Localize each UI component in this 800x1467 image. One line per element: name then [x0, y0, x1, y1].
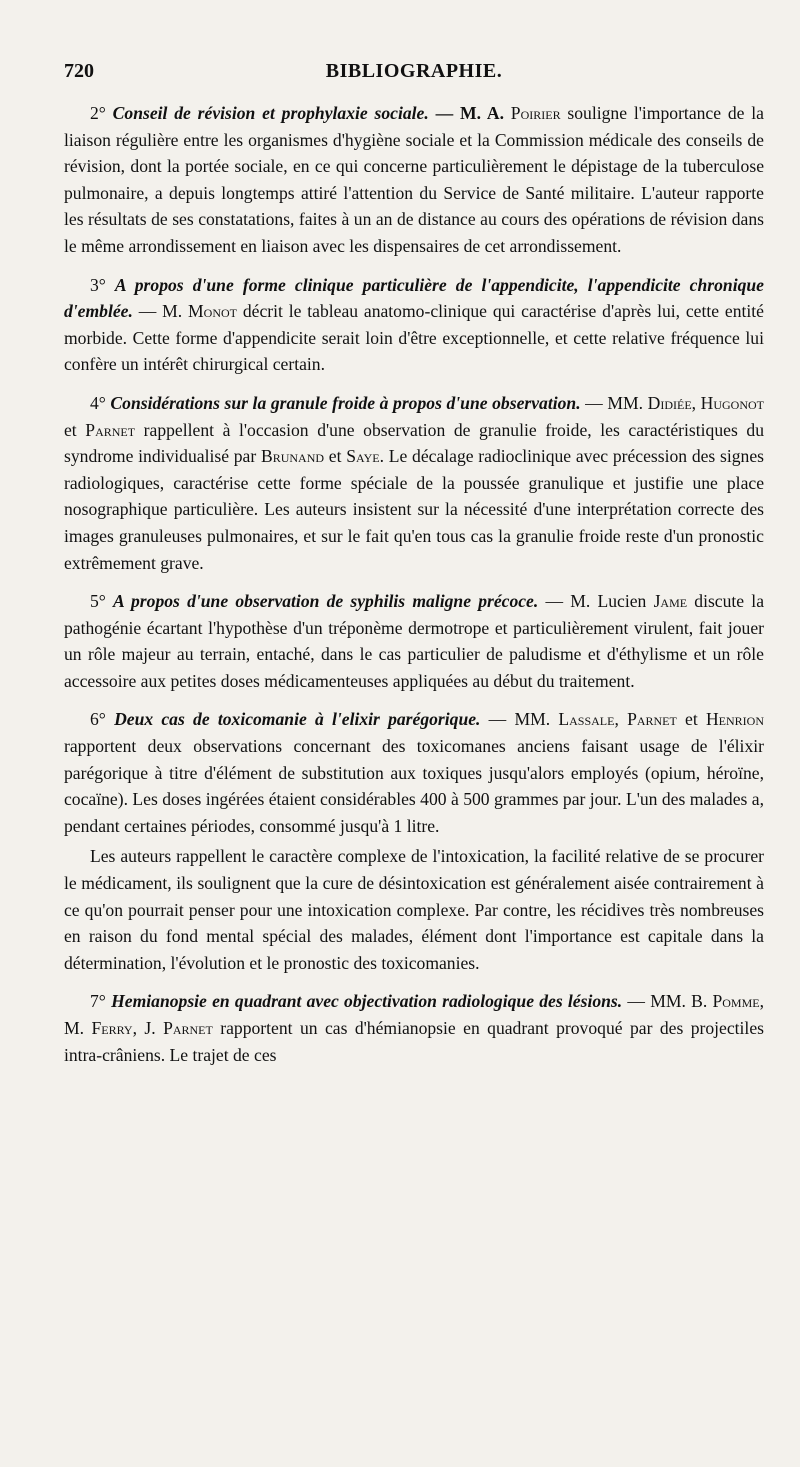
entry-number: 4°: [90, 392, 106, 413]
entry-dash: — MM. B.: [622, 991, 713, 1012]
entry-body: décrit le tableau anatomo-clinique qui caractérise d'après lui, cette entité morbide. Cette forme d'appendicite serait loin d'être exceptionnelle, et cette relative fréquence lui confère un intérêt chirurgical certain.: [64, 301, 764, 375]
entry-body-part: ,: [691, 392, 701, 413]
entry-dash: — MM.: [480, 709, 559, 730]
entry-author: Parnet: [85, 419, 136, 440]
entry-dash: — M. A.: [428, 103, 511, 123]
entry-title: Hemianopsie en quadrant avec objectivation radiologique des lésions.: [111, 991, 623, 1012]
entry-author: Hugonot: [700, 392, 765, 413]
entry-7: [64, 988, 764, 1068]
entry-body-part: et: [324, 446, 347, 467]
entry-author: Pomme: [712, 991, 760, 1012]
entry-title: Conseil de révision et prophylaxie sociale.: [112, 103, 429, 123]
entry-author: Saye: [346, 446, 380, 467]
entry-number: 6°: [90, 709, 106, 730]
entry-2: [64, 100, 764, 260]
entry-author: Jame: [653, 591, 688, 612]
entry-author: Lassale: [558, 709, 615, 730]
entry-number: 3°: [90, 274, 106, 295]
entry-title: A propos d'une observation de syphilis maligne précoce.: [113, 591, 539, 612]
entry-author: Parnet: [627, 709, 677, 730]
entry-3: [64, 272, 764, 378]
entry-author: Didiée: [647, 392, 692, 413]
entry-title: A propos d'une forme clinique particulière de l'appendicite, l'appendicite chronique d'emblée.: [64, 274, 764, 322]
entry-number: 2°: [90, 103, 106, 123]
entry-body-part: ,: [614, 709, 628, 730]
running-head: [64, 60, 764, 94]
entry-5: [64, 588, 764, 694]
entry-body-part: et: [676, 709, 706, 730]
entry-body: discute la pathogénie écartant l'hypothèse d'un tréponème dermotrope et particulièrement virulent, fait jouer un rôle majeur au terrain, entaché, dans le cas particulier de paludisme et d'éthylisme et un rôle accessoire aux petites doses médicamenteuses appliquées au début du traitement.: [64, 591, 765, 691]
page-number: 720: [64, 60, 94, 82]
entry-body-part: et: [64, 419, 86, 440]
entry-body-part: rapportent un cas d'hémianopsie en quadrant provoqué par des projectiles intra-crâniens. Le trajet de ces: [64, 1018, 764, 1065]
entry-title: Considérations sur la granule froide à propos d'une observation.: [110, 392, 581, 413]
entry-author: Parnet: [163, 1018, 213, 1038]
entry-number: 7°: [90, 991, 106, 1012]
entry-dash: — M.: [132, 301, 189, 322]
entry-body-part: , J.: [132, 1018, 164, 1038]
entry-author: Brunand: [260, 446, 325, 467]
entry-body-part: rapportent deux observations concernant des toxicomanes anciens faisant usage de l'élixir parégorique à titre d'élément de substitution aux toxiques jusqu'alors employés (opium, héroïne, cocaïne). Les doses ingérées étaient considérables 400 à 500 grammes par jour. L'un des malades a, pendant certaines périodes, consommé jusqu'à 1 litre.: [64, 736, 764, 836]
entry-dash: — MM.: [580, 392, 648, 413]
entry-author: Monot: [188, 301, 238, 322]
entry-dash: — M. Lucien: [538, 591, 654, 612]
entry-body-part: rappellent à l'occasion d'une observation de granulie froide, les caractéristiques du syndrome individualisé par: [64, 419, 764, 467]
entry-body-part: . Le décalage radioclinique avec précession des signes radiologiques, caractérise cette forme spéciale de la poussée granulique et justifie une place nosographique particulière. Les auteurs insistent sur la nécessité d'une interprétation correcte des images granuleuses pulmonaires, et sur le fait qu'en tous cas la granulie froide reste d'un pronostic extrêmement grave.: [64, 446, 765, 573]
entry-6-continuation: Les auteurs rappellent le caractère complexe de l'intoxication, la facilité relative de se procurer le médicament, ils soulignent que la cure de désintoxication est généralement aisée contrairement à ce qu'on pourrait penser pour une intoxication complexe. Par contre, les récidives très nombreuses en raison du fond mental spécial des malades, élément dont l'importance est capitale dans la détermination, l'évolution et le pronostic des toxicomanies.: [64, 846, 764, 973]
entry-4: [64, 390, 764, 576]
entry-title: Deux cas de toxicomanie à l'elixir parégorique.: [114, 709, 481, 730]
entry-body: souligne l'importance de la liaison régulière entre les organismes d'hygiène sociale et la Commission médicale des conseils de révision, dont la portée sociale, en ce qui concerne particulièrement le dépistage de la tuberculose pulmonaire, a depuis longtemps attiré l'attention du Service de Santé militaire. L'auteur rapporte les résultats de ses constatations, faites à un an de distance au cours des opérations de révision dans le même arrondissement en liaison avec les dispensaires de cet arrondissement.: [64, 103, 764, 256]
entry-6: [64, 706, 764, 839]
entry-author: Henrion: [705, 709, 765, 730]
running-title: BIBLIOGRAPHIE.: [325, 60, 503, 82]
entry-author: Poirier: [510, 103, 561, 123]
entry-author: Ferry: [91, 1018, 133, 1038]
entry-body-part: , M.: [64, 991, 765, 1038]
entry-number: 5°: [90, 591, 106, 612]
